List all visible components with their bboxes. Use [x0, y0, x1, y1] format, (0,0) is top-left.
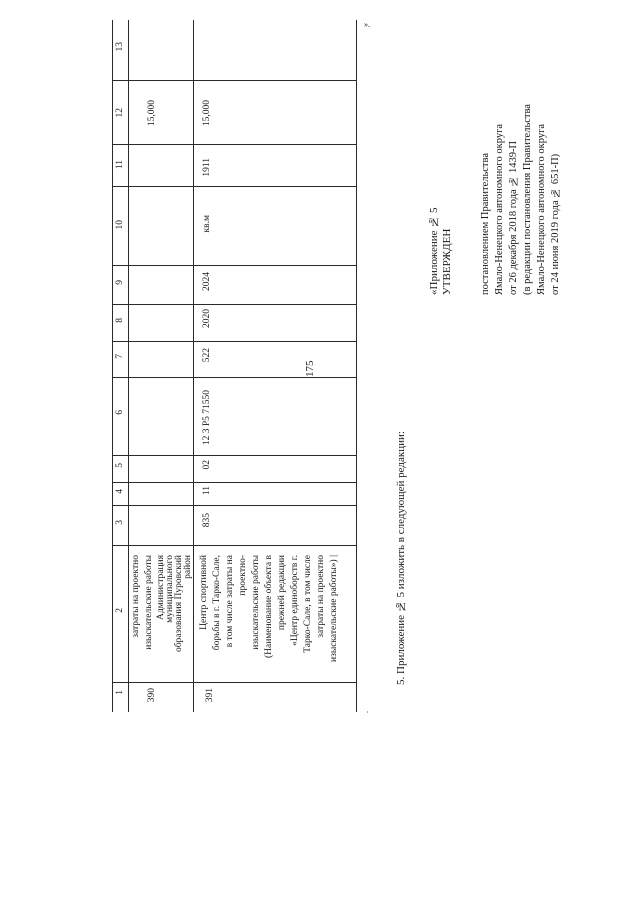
- row-391-description-line-7: прежней редакции: [277, 555, 287, 631]
- row-391-col-10: кв.м: [202, 215, 212, 233]
- row-391-number: 391: [205, 688, 215, 703]
- col-sep-4-5: [112, 482, 356, 483]
- row-391-description-line-2: борьбы в г. Тарко-Сале,: [212, 555, 222, 651]
- row-391-description-line-10: затраты на проектно: [316, 555, 326, 638]
- header-col-1: 1: [115, 690, 125, 695]
- row-391-description-line-11: изыскательские работы») |: [329, 555, 339, 662]
- row-391-description-line-8: «Центр единоборств г.: [290, 555, 300, 646]
- row-391-col-7: 522: [202, 348, 212, 363]
- header-col-11: 11: [115, 160, 125, 170]
- row-391-description-line-6: (Наименование объекта в: [264, 555, 274, 659]
- appendix-edition-date-line: от 24 июня 2019 года № 651-П): [550, 153, 561, 295]
- col-sep-7-8: [112, 341, 356, 342]
- header-col-2: 2: [115, 608, 125, 613]
- header-col-5: 5: [115, 463, 125, 468]
- stray-mark: ·: [366, 708, 369, 717]
- row-390-number: 390: [147, 688, 157, 703]
- row-391-col-5: 02: [202, 460, 212, 470]
- col-sep-2-3: [112, 545, 356, 546]
- appendix-date-line: от 26 декабря 2018 года № 1439-П: [508, 140, 519, 295]
- closing-quote-mark: ».: [364, 20, 370, 29]
- amendment-instruction: 5. Приложение № 5 изложить в следующей редакции:: [395, 431, 407, 685]
- header-col-13: 13: [115, 42, 125, 52]
- appendix-title: «Приложение № 5: [428, 207, 440, 295]
- header-col-9: 9: [115, 280, 125, 285]
- row-391-col-4: 11: [202, 486, 212, 496]
- col-sep-9-10: [112, 265, 356, 266]
- header-col-10: 10: [115, 220, 125, 230]
- header-col-12: 12: [115, 108, 125, 118]
- row-390-col-12: 15,000: [147, 100, 157, 127]
- fragment-description-line-1: затраты на проектно: [131, 555, 141, 638]
- header-col-3: 3: [115, 520, 125, 525]
- appendix-government-line: Ямало-Ненецкого автономного округа: [494, 123, 505, 295]
- table-border-top: [112, 20, 113, 712]
- header-col-7: 7: [115, 354, 125, 359]
- row-391-col-11: 1911: [202, 158, 212, 177]
- col-sep-6-7: [112, 377, 356, 378]
- col-sep-11-12: [112, 144, 356, 145]
- row-391-description-line-4: проектно-: [238, 555, 248, 596]
- col-sep-3-4: [112, 505, 356, 506]
- row-391-col-12: 15,000: [202, 100, 212, 127]
- row-391-description-line-9: Тарко-Сале, в том числе: [303, 555, 313, 653]
- col-sep-1-2: [112, 682, 356, 683]
- col-sep-10-11: [112, 186, 356, 187]
- row-390-description-line-3: образования Пуровский: [174, 555, 184, 653]
- header-row-separator: [128, 20, 129, 712]
- col-sep-8-9: [112, 304, 356, 305]
- header-col-4: 4: [115, 489, 125, 494]
- appendix-approved-label: УТВЕРЖДЕН: [441, 228, 453, 295]
- table-border-bottom: [356, 20, 357, 712]
- row-391-col-6: 12 3 P5 71550: [202, 390, 212, 446]
- header-col-8: 8: [115, 318, 125, 323]
- header-col-6: 6: [115, 410, 125, 415]
- row-391-description-line-5: изыскательские работы: [251, 555, 261, 650]
- appendix-edition-government-line: Ямало-Ненецкого автономного округа: [536, 123, 547, 295]
- row-391-col-8: 2020: [202, 309, 212, 328]
- appendix-resolution-line: постановлением Правительства: [480, 152, 491, 295]
- col-sep-12-13: [112, 80, 356, 81]
- row-390-separator: [193, 20, 194, 712]
- row-391-col-3: 835: [202, 513, 212, 528]
- col-sep-5-6: [112, 455, 356, 456]
- page-number: 175: [304, 360, 316, 378]
- row-390-description-line-4: район: [183, 555, 193, 579]
- row-391-description-line-1: Центр спортивной: [199, 555, 209, 630]
- appendix-edition-line: (в редакции постановления Правительства: [522, 104, 533, 295]
- row-391-col-9: 2024: [202, 272, 212, 291]
- row-391-description-line-3: в том числе затраты на: [225, 555, 235, 648]
- row-390-description-line-2: муниципального: [165, 555, 175, 623]
- fragment-description-line-2: изыскательские работы: [144, 555, 154, 650]
- row-390-description-line-1: Администрация: [156, 555, 166, 620]
